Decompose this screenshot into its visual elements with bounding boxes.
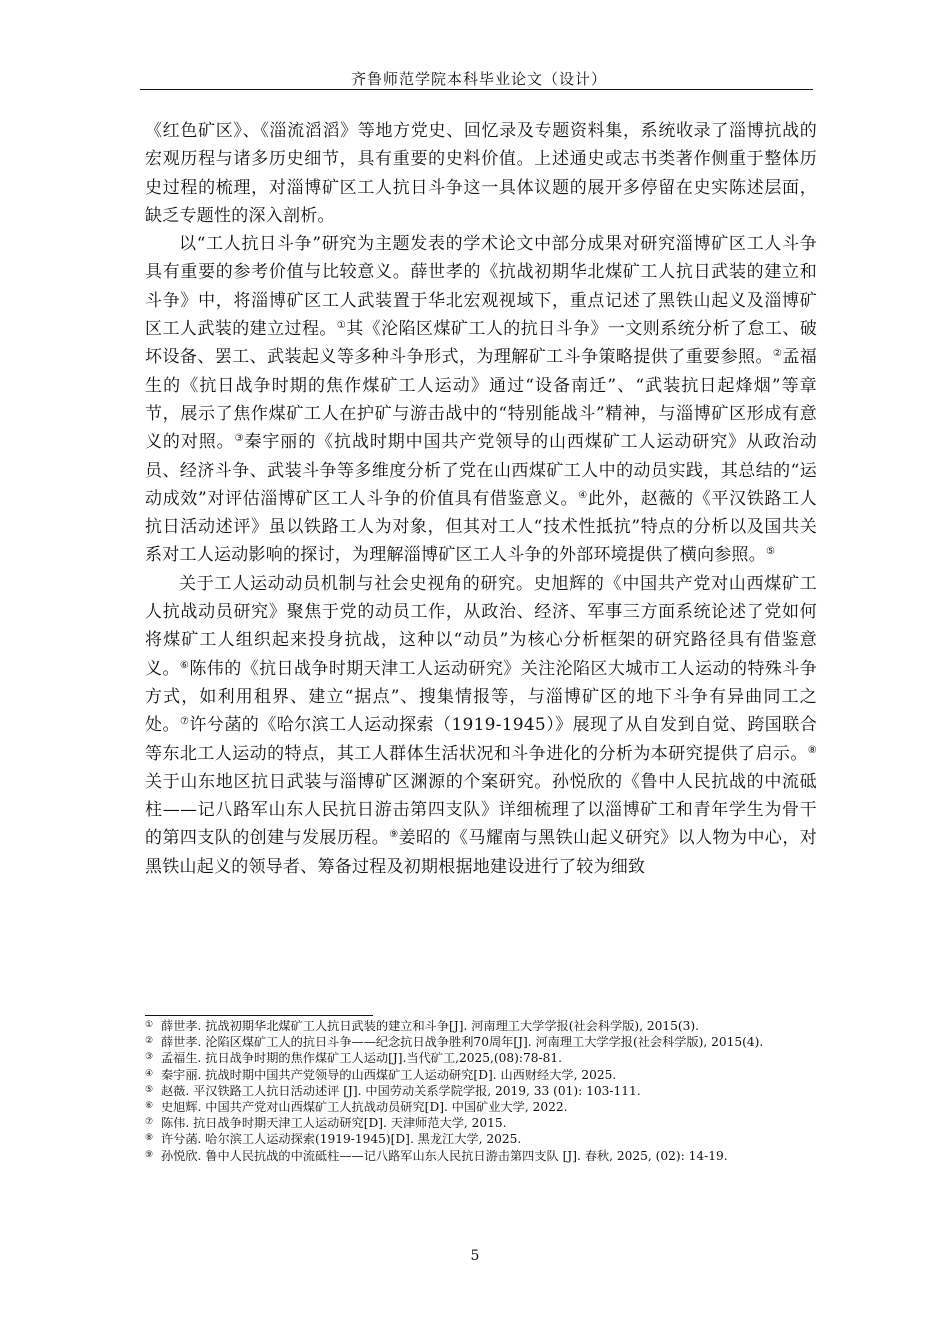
footnote-text: 赵薇. 平汉铁路工人抗日活动述评 [J]. 中国劳动关系学院学报, 2019, 33 (01): 103-111.	[161, 1083, 641, 1098]
footnote-number: ①	[145, 1020, 154, 1030]
footnote-item	[145, 1018, 817, 1034]
footnote-number: ⑨	[145, 1149, 154, 1160]
footnote-number: ⑤	[145, 1084, 154, 1095]
footnote-marker: ④	[578, 489, 588, 501]
footnote-text: 陈伟. 抗日战争时期天津工人运动研究[D]. 天津师范大学, 2015.	[161, 1116, 507, 1131]
footnote-number: ③	[145, 1052, 154, 1063]
footnote-item	[145, 1131, 817, 1147]
footnote-text: 孟福生. 抗日战争时期的焦作煤矿工人运动[J].当代矿工,2025,(08):78-81.	[161, 1051, 563, 1066]
paragraph-text: 此外，赵薇的《平汉铁路工人抗日活动述评》虽以铁路工人为对象，但其对工人“技术性抵抗”特点的分析以及国共关系对工人运动影响的探讨，为理解淄博矿区工人斗争的外部环境提供了横向参照。	[145, 488, 817, 566]
footnote-marker: ③	[234, 433, 245, 445]
body-text	[145, 117, 817, 881]
footnote-number: ⑥	[145, 1101, 154, 1112]
paragraph-text: 秦宇丽的《抗战时期中国共产党领导的山西煤矿工人运动研究》从政治动员、经济斗争、武装斗争等多维度分析了党在山西煤矿工人中的动员实践，其总结的“运动成效”对评估淄博矿区工人斗争的价值具有借鉴意义。	[145, 432, 818, 509]
body-paragraph	[145, 117, 817, 230]
footnote-text: 秦宇丽. 抗战时期中国共产党领导的山西煤矿工人运动研究[D]. 山西财经大学, 2025.	[161, 1067, 617, 1082]
footnote-number: ⑦	[145, 1117, 154, 1128]
footnote-text: 孙悦欣. 鲁中人民抗战的中流砥柱——记八路军山东人民抗日游击第四支队 [J]. 春秋, 2025, (02): 14-19.	[161, 1148, 728, 1163]
footnotes	[145, 1018, 817, 1164]
footnote-marker: ⑧	[807, 744, 817, 756]
footnote-number: ⑧	[145, 1133, 154, 1144]
footnote-text: 薛世孝. 沦陷区煤矿工人的抗日斗争——纪念抗日战争胜利70周年[J]. 河南理工大学学报(社会科学版), 2015(4).	[161, 1035, 764, 1050]
paragraph-text: 许兮菡的《哈尔滨工人运动探索（1919-1945）》展现了从自发到自觉、跨国联合等东北工人运动的特点，其工人群体生活状况和斗争进化的分析为本研究提供了启示。	[145, 715, 817, 764]
paragraph-text: 其《沦陷区煤矿工人的抗日斗争》一文则系统分析了怠工、破坏设备、罢工、武装起义等多种斗争形式，为理解矿工斗争策略提供了重要参照。	[145, 319, 818, 368]
page-number: 5	[470, 1248, 480, 1264]
paragraph-text: 《红色矿区》、《淄流滔滔》等地方党史、回忆录及专题资料集，系统收录了淄博抗战的宏观历程与诸多历史细节，具有重要的史料价值。上述通史或志书类著作侧重于整体历史过程的梳理，对淄博矿区工人抗日斗争这一具体议题的展开多停留在史实陈述层面，缺乏专题性的深入剖析。	[145, 121, 817, 226]
body-paragraph	[145, 230, 817, 570]
footnote-item	[145, 1067, 817, 1083]
footnote-number: ②	[145, 1036, 154, 1047]
footnote-marker: ②	[772, 348, 783, 360]
footnote-item	[145, 1115, 817, 1131]
header-rule	[140, 89, 813, 90]
footnote-item	[145, 1034, 817, 1050]
footnote-marker: ①	[336, 320, 347, 332]
paragraph-text: 以“工人抗日斗争”研究为主题发表的学术论文中部分成果对研究淄博矿区工人斗争具有重要的参考价值与比较意义。薛世孝的《抗战初期华北煤矿工人抗日武装的建立和斗争》中，将淄博矿区工人武装置于华北宏观视域下，重点记述了黑铁山起义及淄博矿区工人武装的建立过程。	[145, 234, 817, 340]
paragraph-text: 关于山东地区抗日武装与淄博矿区渊源的个案研究。孙悦欣的《鲁中人民抗战的中流砥柱——记八路军山东人民抗日游击第四支队》详细梳理了以淄博矿工和青年学生为骨干的第四支队的创建与发展历程。	[145, 771, 817, 849]
running-header: 齐鲁师范学院本科毕业论文（设计）	[350, 70, 607, 88]
body-paragraph	[145, 570, 817, 881]
footnote-marker: ⑨	[389, 829, 399, 841]
footnote-text: 薛世孝. 抗战初期华北煤矿工人抗日武装的建立和斗争[J]. 河南理工大学学报(社会科学版), 2015(3).	[161, 1019, 700, 1033]
footnote-item	[145, 1083, 817, 1099]
footnote-item	[145, 1099, 817, 1115]
footnote-separator	[145, 1015, 373, 1016]
footnote-item	[145, 1050, 817, 1066]
footnote-text: 史旭辉. 中国共产党对山西煤矿工人抗战动员研究[D]. 中国矿业大学, 2022.	[161, 1100, 568, 1115]
footnote-text: 许兮菡. 哈尔滨工人运动探索(1919-1945)[D]. 黑龙江大学, 2025.	[161, 1132, 522, 1147]
footnote-number: ④	[145, 1068, 154, 1079]
footnote-marker: ⑥	[179, 659, 190, 671]
footnote-marker: ⑦	[179, 716, 190, 728]
paragraph-text: 关于工人运动动员机制与社会史视角的研究。史旭辉的《中国共产党对山西煤矿工人抗战动员研究》聚焦于党的动员工作，从政治、经济、军事三方面系统论述了党如何将煤矿工人组织起来投身抗战，这种以“动员”为核心分析框架的研究路径具有借鉴意义。	[145, 573, 817, 679]
paragraph-text: 陈伟的《抗日战争时期天津工人运动研究》关注沦陷区大城市工人运动的特殊斗争方式，如利用租界、建立“据点”、搜集情报等，与淄博矿区的地下斗争有异曲同工之处。	[145, 658, 818, 736]
footnote-marker: ⑤	[766, 546, 776, 558]
paragraph-text: 姜昭的《马耀南与黑铁山起义研究》以人物为中心，对黑铁山起义的领导者、筹备过程及初期根据地建设进行了较为细致	[145, 828, 818, 877]
footnote-item	[145, 1148, 817, 1164]
paragraph-text: 孟福生的《抗日战争时期的焦作煤矿工人运动》通过“设备南迁”、“武装抗日起烽烟”等章节，展示了焦作煤矿工人在护矿与游击战中的“特别能战斗”精神，与淄博矿区形成有意义的对照。	[145, 347, 818, 453]
